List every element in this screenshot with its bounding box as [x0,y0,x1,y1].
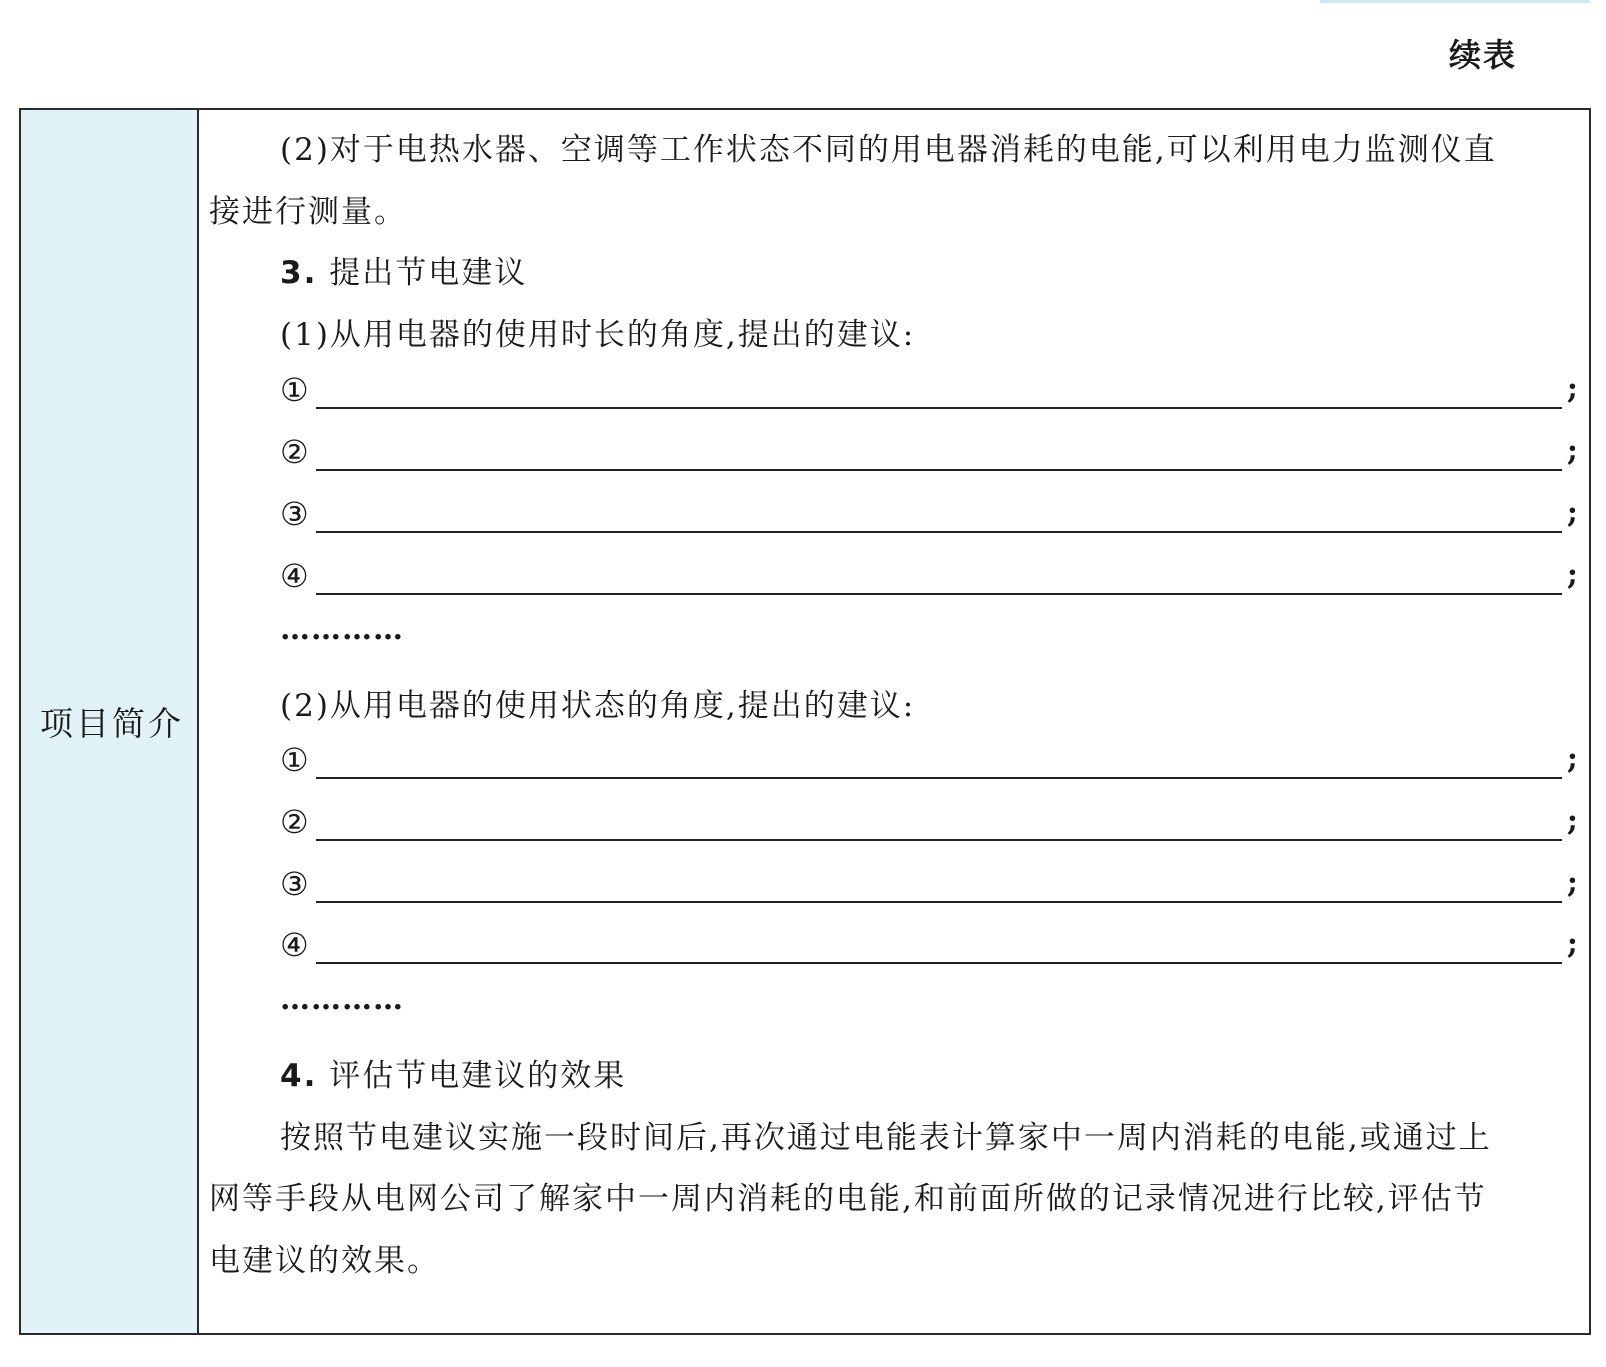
semicolon: ; [1566,803,1580,838]
answer-blank-2-1[interactable] [280,743,1580,783]
answer-blank-2-4[interactable] [280,928,1580,968]
circled-number: ③ [280,865,311,903]
answer-line[interactable] [316,469,1562,471]
semicolon: ; [1566,741,1580,776]
section-3-number: 3. [280,255,318,291]
semicolon: ; [1566,433,1580,468]
sub-2-intro: (2)从用电器的使用状态的角度,提出的建议: [280,688,916,724]
section-4-number: 4. [280,1058,318,1094]
semicolon: ; [1566,495,1580,530]
semicolon: ; [1566,557,1580,592]
answer-line[interactable] [316,407,1562,409]
final-paragraph-line-2: 网等手段从电网公司了解家中一周内消耗的电能,和前面所做的记录情况进行比较,评估节 [209,1181,1487,1217]
answer-blank-1-3[interactable] [280,497,1580,537]
final-paragraph-line-1: 按照节电建议实施一段时间后,再次通过电能表计算家中一周内消耗的电能,或通过上 [280,1120,1492,1156]
answer-blank-1-2[interactable] [280,435,1580,475]
continued-table-label: 续表 [1449,36,1518,74]
circled-number: ③ [280,495,311,533]
sub-1-intro: (1)从用电器的使用时长的角度,提出的建议: [280,317,916,353]
answer-blank-2-2[interactable] [280,805,1580,845]
row-label-cell [21,110,199,1333]
top-accent-bar [1320,0,1590,3]
section-3-heading [280,247,527,292]
semicolon: ; [1566,371,1580,406]
content-cell [199,110,1589,1333]
circled-number: ④ [280,557,311,595]
answer-line[interactable] [316,777,1562,779]
paragraph-2-line-1: (2)对于电热水器、空调等工作状态不同的用电器消耗的电能,可以利用电力监测仪直 [280,132,1497,168]
answer-blank-1-1[interactable] [280,373,1580,413]
answer-line[interactable] [316,962,1562,964]
ellipsis-2: ………… [280,982,404,1017]
answer-line[interactable] [316,593,1562,595]
answer-line[interactable] [316,901,1562,903]
section-4-heading [280,1050,626,1095]
project-intro-table [19,108,1591,1335]
answer-blank-2-3[interactable] [280,867,1580,907]
section-4-title: 评估节电建议的效果 [329,1058,627,1094]
section-3-title: 提出节电建议 [329,255,528,291]
semicolon: ; [1566,926,1580,961]
circled-number: ④ [280,926,311,964]
circled-number: ① [280,371,311,409]
ellipsis-1: ………… [280,612,404,647]
row-label: 项目简介 [40,704,184,743]
answer-line[interactable] [316,531,1562,533]
answer-line[interactable] [316,839,1562,841]
circled-number: ① [280,741,311,779]
final-paragraph-line-3: 电建议的效果。 [209,1243,440,1279]
circled-number: ② [280,433,311,471]
semicolon: ; [1566,865,1580,900]
paragraph-2-line-2: 接进行测量。 [209,194,407,230]
answer-blank-1-4[interactable] [280,559,1580,599]
circled-number: ② [280,803,311,841]
